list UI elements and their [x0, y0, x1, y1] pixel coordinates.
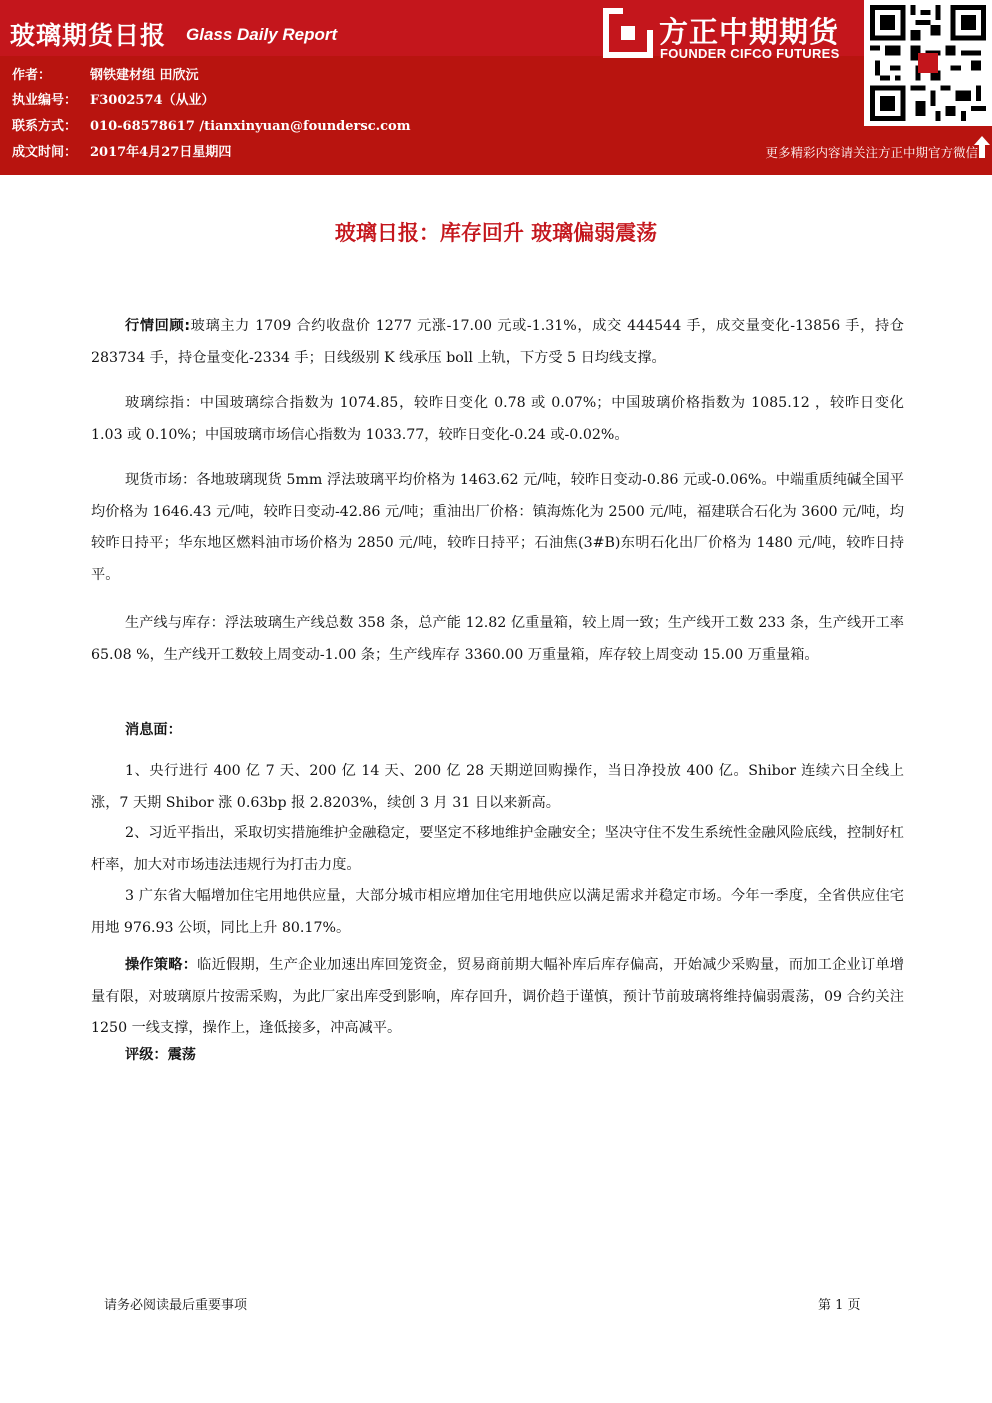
meta-contact-label: 联系方式：	[12, 119, 78, 134]
footer-page-number: 第 1 页	[818, 1298, 861, 1313]
production-inventory-paragraph: 生产线与库存：浮法玻璃生产线总数 358 条，总产能 12.82 亿重量箱，较上周一致；生产线开工数 233 条，生产线开工率 65.08 %，生产线开工数较上周变动-1.00 条；生产线库存 3360.00 万重量箱，库存较上周变动 15.00 万重量箱。	[91, 615, 904, 663]
news-heading	[91, 715, 904, 747]
company-logo	[603, 8, 858, 68]
report-header	[0, 0, 992, 175]
news-heading-label: 消息面：	[125, 722, 182, 738]
meta-contact-value: 010-68578617 /tianxinyuan@foundersc.com	[90, 119, 411, 134]
meta-date-value: 2017年4月27日星期四	[90, 145, 232, 160]
report-subtitle: Glass Daily Report	[186, 25, 338, 44]
market-review-body: 玻璃主力 1709 合约收盘价 1277 元涨-17.00 元或-1.31%，成交 444544 手，成交量变化-13856 手，持仓 283734 手，持仓量变化-2334 手；日线级别 K 线承压 boll 上轨，下方受 5 日均线支撑。	[91, 318, 904, 366]
logo-chinese-name: 方正中期期货	[659, 15, 840, 49]
meta-license-label: 执业编号：	[12, 93, 78, 108]
spot-market-paragraph: 现货市场：各地玻璃现货 5mm 浮法玻璃平均价格为 1463.62 元/吨，较昨日变动-0.86 元或-0.06%。中端重质纯碱全国平均价格为 1646.43 元/吨，较昨日变动-42.86 元/吨；重油出厂价格：镇海炼化为 2500 元/吨，福建联合石化为 3600 元/吨，均较昨日持平；华东地区燃料油市场价格为 2850 元/吨，较昨日持平；石油焦(3#B)东明石化出厂价格为 1480 元/吨，较昨日持平。	[91, 472, 904, 583]
wechat-follow-note: 更多精彩内容请关注方正中期官方微信	[765, 145, 978, 160]
rating-lead: 评级：	[125, 1047, 168, 1063]
meta-license-value: F3002574（从业）	[90, 93, 215, 108]
strategy-paragraph	[91, 950, 904, 1045]
news-item-3: 3 广东省大幅增加住宅用地供应量，大部分城市相应增加住宅用地供应以满足需求并稳定市场。今年一季度，全省供应住宅用地 976.93 公顷，同比上升 80.17%。	[91, 888, 904, 936]
document-title: 玻璃日报：库存回升 玻璃偏弱震荡	[334, 221, 658, 245]
report-title: 玻璃期货日报	[10, 21, 167, 50]
meta-contact	[12, 115, 411, 134]
footer-disclaimer: 请务必阅读最后重要事项	[104, 1298, 248, 1313]
wechat-qr-code	[864, 0, 992, 126]
logo-english-name: FOUNDER CIFCO FUTURES	[660, 46, 840, 61]
news-item-2: 2、习近平指出，采取切实措施维护金融稳定，要坚定不移地维护金融安全；坚决守住不发生系统性金融风险底线，控制好杠杆率，加大对市场违法违规行为打击力度。	[91, 825, 904, 873]
meta-author	[12, 64, 199, 83]
meta-author-label: 作者：	[12, 68, 52, 83]
qr-code-icon	[864, 0, 992, 126]
logo-mark-icon	[603, 8, 653, 58]
news-item-1: 1、央行进行 400 亿 7 天、200 亿 14 天、200 亿 28 天期逆回购操作，当日净投放 400 亿。Shibor 连续六日全线上涨，7 天期 Shibor 涨 0.63bp 报 2.8203%，续创 3 月 31 日以来新高。	[91, 763, 904, 811]
market-review-lead: 行情回顾:	[125, 318, 191, 334]
meta-date	[12, 141, 231, 160]
rating-paragraph	[91, 1040, 904, 1072]
glass-index-paragraph: 玻璃综指：中国玻璃综合指数为 1074.85，较昨日变化 0.78 或 0.07%；中国玻璃价格指数为 1085.12 ，较昨日变化 1.03 或 0.10%；中国玻璃市场信心指数为 1033.77，较昨日变化-0.24 或-0.02%。	[91, 395, 904, 443]
strategy-lead: 操作策略：	[125, 957, 198, 973]
rating-value: 震荡	[167, 1047, 196, 1063]
market-review-paragraph	[91, 311, 904, 374]
meta-author-value: 钢铁建材组 田欣沅	[90, 68, 199, 83]
meta-date-label: 成文时间：	[12, 145, 78, 160]
meta-license	[12, 89, 215, 108]
strategy-body: 临近假期，生产企业加速出库回笼资金，贸易商前期大幅补库后库存偏高，开始减少采购量，而加工企业订单增量有限，对玻璃原片按需采购，为此厂家出库受到影响，库存回升，调价趋于谨慎，预计节前玻璃将维持偏弱震荡，09 合约关注 1250 一线支撑，操作上，逢低接多，冲高减平。	[91, 957, 904, 1036]
